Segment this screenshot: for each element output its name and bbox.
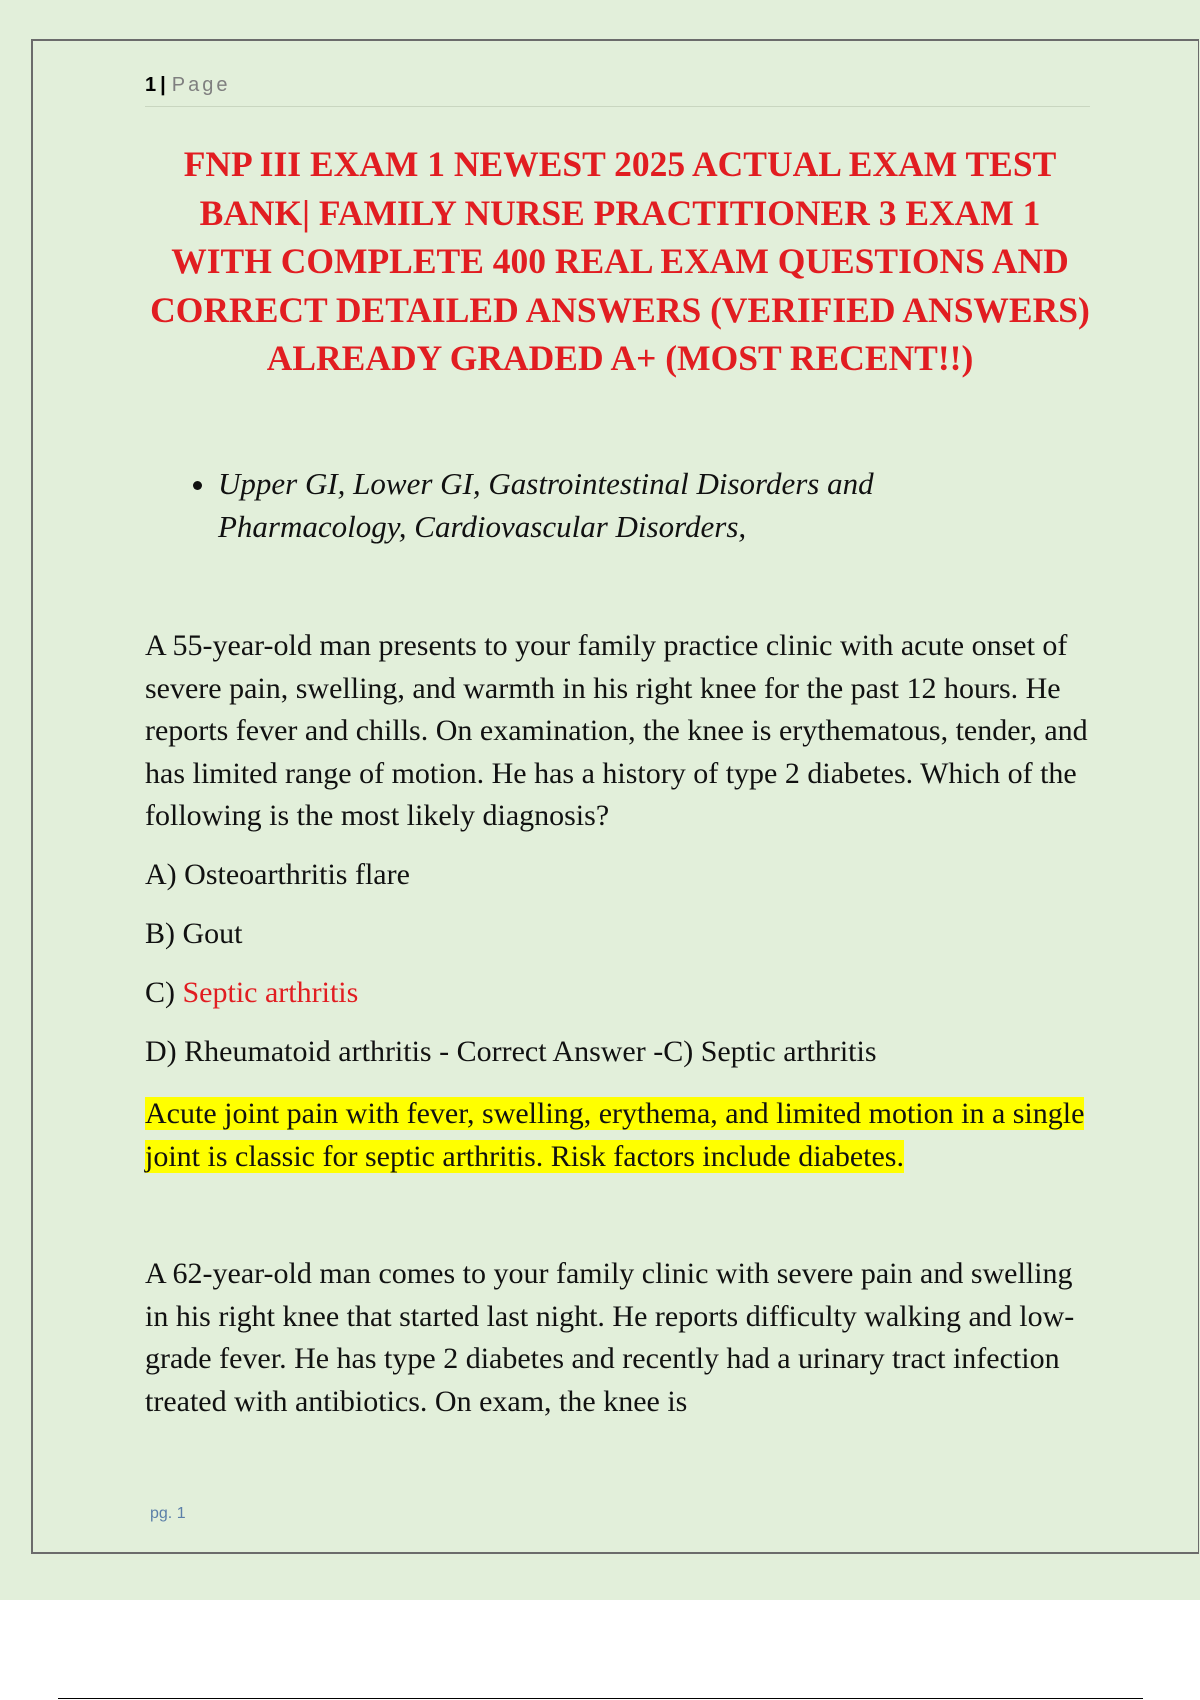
page-header [145, 74, 1090, 107]
question-1-option-a: A) Osteoarthritis flare [145, 858, 410, 891]
question-1-option-d: D) Rheumatoid arthritis - Correct Answer -C) Septic arthritis [145, 1035, 877, 1068]
header-page-word: Page [171, 74, 231, 96]
option-c-prefix: C) [145, 976, 183, 1009]
header-page-number: 1 [145, 74, 157, 96]
question-1-option-c [145, 972, 1090, 1015]
question-1-option-b: B) Gout [145, 917, 243, 950]
topic-list [180, 462, 978, 548]
question-1-explanation [145, 1093, 1090, 1178]
topic-item: • Upper GI, Lower GI, Gastrointestinal Disorders and Pharmacology, Cardiovascular Disorders, [218, 462, 978, 548]
question-1-stem: A 55-year-old man presents to your family practice clinic with acute onset of severe pain, swelling, and warmth in his right knee for the past 12 hours. He reports fever and chills. On examination, the knee is erythematous, tender, and has limited range of motion. He has a history of type 2 diabetes. Which of the following is the most likely diagnosis? [145, 629, 1088, 832]
document-title: FNP III EXAM 1 NEWEST 2025 ACTUAL EXAM TEST BANK| FAMILY NURSE PRACTITIONER 3 EXAM 1 WITH COMPLETE 400 REAL EXAM QUESTIONS AND CORRECT DETAILED ANSWERS (VERIFIED ANSWERS) ALREADY GRADED A+ (MOST RECENT!!) [150, 144, 1090, 378]
question-2-stem: A 62-year-old man comes to your family clinic with severe pain and swelling in his right knee that started last night. He reports difficulty walking and low-grade fever. He has type 2 diabetes and recently had a urinary tract infection treated with antibiotics. On exam, the knee is [145, 1257, 1075, 1418]
header-separator: | [160, 74, 166, 96]
explanation-highlight: Acute joint pain with fever, swelling, erythema, and limited motion in a single joint is classic for septic arthritis. Risk factors include diabetes. [145, 1097, 1085, 1173]
footer-page-label: pg. 1 [150, 1505, 186, 1522]
option-c-answer-text: Septic arthritis [182, 976, 359, 1009]
bottom-divider [58, 1698, 1143, 1699]
